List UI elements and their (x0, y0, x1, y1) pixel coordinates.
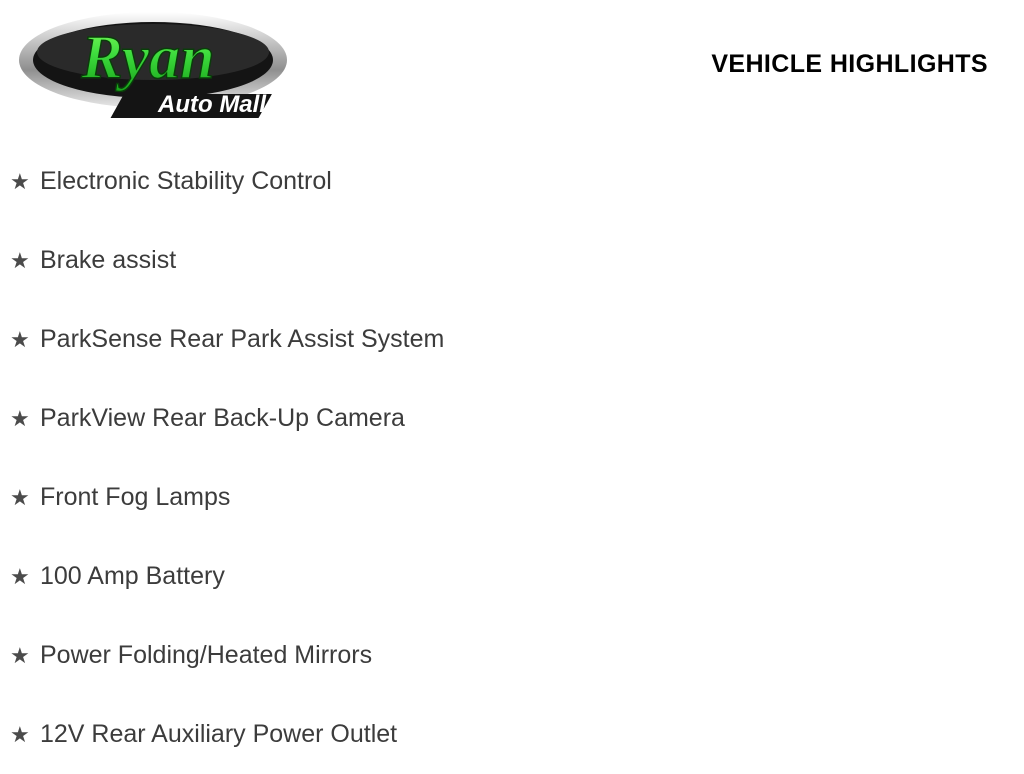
list-item (0, 221, 1024, 300)
list-item-label: Front Fog Lamps (40, 483, 231, 511)
list-item-label: Electronic Stability Control (40, 167, 332, 195)
list-item-label: ParkSense Rear Park Assist System (40, 325, 445, 353)
list-item (0, 537, 1024, 616)
list-item (0, 616, 1024, 695)
list-item-label: Brake assist (40, 246, 177, 274)
svg-text:Ryan: Ryan (81, 24, 215, 92)
star-icon: ★ (10, 168, 30, 194)
star-icon: ★ (10, 247, 30, 273)
vehicle-highlights-list (0, 142, 1024, 774)
star-icon: ★ (10, 642, 30, 668)
list-item-label: 100 Amp Battery (40, 562, 225, 590)
star-icon: ★ (10, 326, 30, 352)
page-title: VEHICLE HIGHLIGHTS (711, 50, 988, 78)
list-item-label: 12V Rear Auxiliary Power Outlet (40, 720, 398, 748)
ryan-auto-mall-logo (16, 8, 290, 122)
list-item-label: Power Folding/Heated Mirrors (40, 641, 373, 669)
list-item (0, 379, 1024, 458)
star-icon: ★ (10, 721, 30, 747)
list-item (0, 142, 1024, 221)
list-item-label: ParkView Rear Back-Up Camera (40, 404, 405, 432)
star-icon: ★ (10, 563, 30, 589)
star-icon: ★ (10, 484, 30, 510)
star-icon: ★ (10, 405, 30, 431)
list-item (0, 458, 1024, 537)
list-item (0, 695, 1024, 774)
svg-text:Auto Mall: Auto Mall (158, 91, 266, 118)
list-item (0, 300, 1024, 379)
page-header (0, 0, 1024, 130)
